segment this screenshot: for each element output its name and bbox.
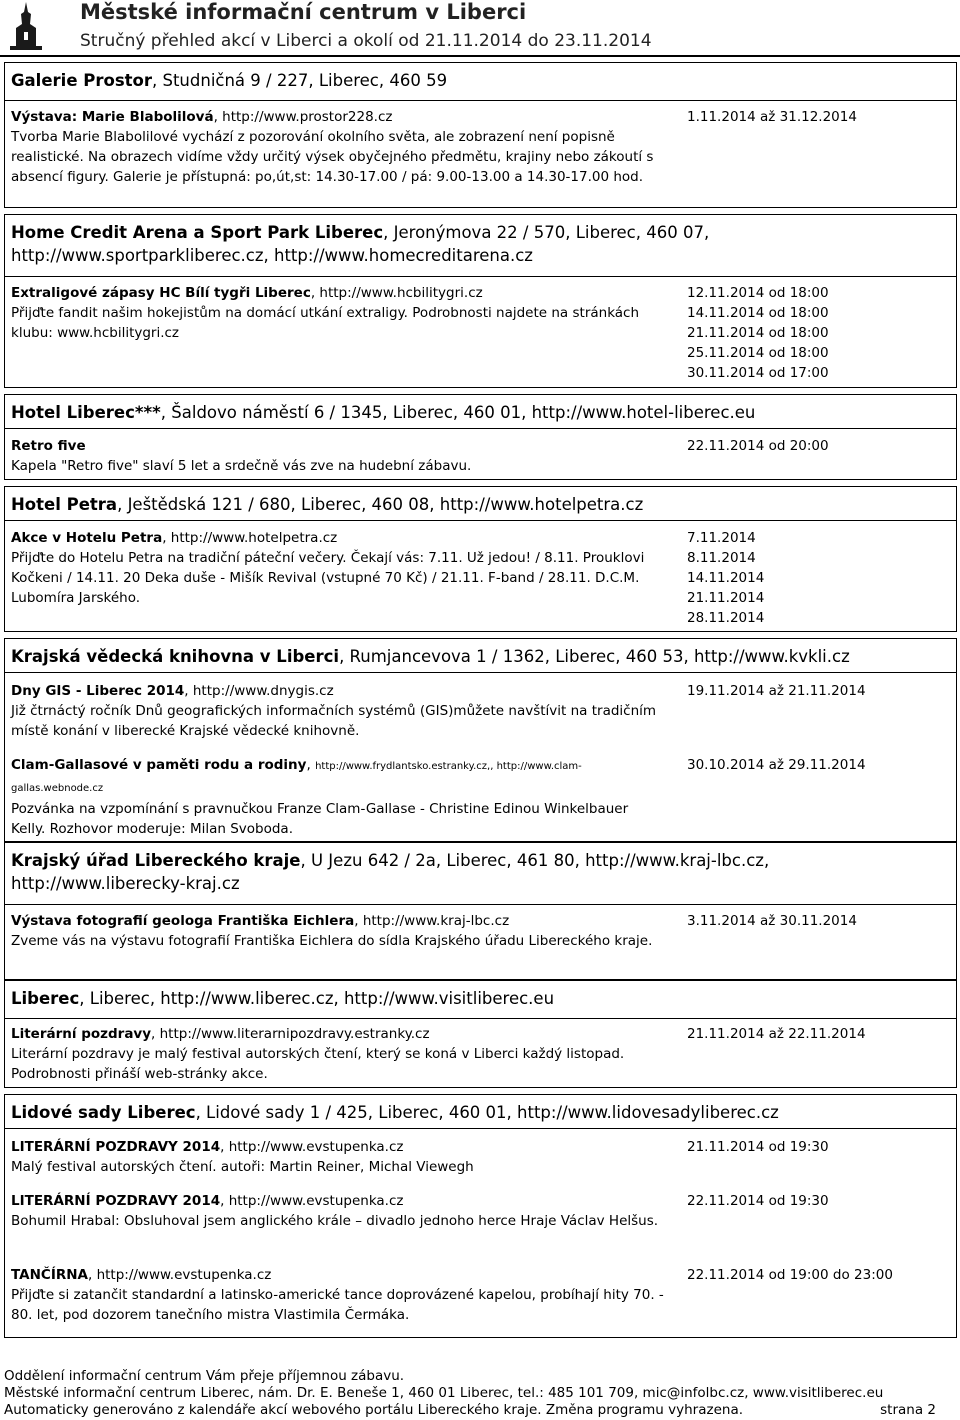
venue-name: Krajský úřad Libereckého kraje — [11, 851, 301, 870]
event — [11, 1024, 666, 1084]
event-description: Malý festival autorských čtení. autoři: Martin Reiner, Michal Viewegh — [11, 1159, 474, 1175]
page-number: strana 2 — [880, 1402, 936, 1418]
event-dates: 1.11.2014 až 31.12.2014 — [687, 109, 857, 125]
venue-events — [4, 428, 957, 480]
event-link[interactable]: , http://www.hcbilitygri.cz — [310, 285, 483, 301]
event-dates: 12.11.2014 od 18:00 14.11.2014 od 18:00 21.11.2014 od 18:00 25.11.2014 od 18:00 30.11.2014 od 17:00 — [687, 285, 829, 381]
venue-name: Hotel Liberec*** — [11, 403, 161, 422]
venue-header — [4, 394, 957, 428]
event-title: Extraligové zápasy HC Bílí tygři Liberec — [11, 285, 311, 301]
event-link[interactable]: , http://www.dnygis.cz — [184, 683, 334, 699]
venue-events — [4, 1128, 957, 1338]
page-title: Městské informační centrum v Liberci — [80, 0, 527, 24]
event-link[interactable]: , http://www.literarnipozdravy.estranky.cz — [151, 1026, 430, 1042]
event-title: Výstava fotografií geologa Františka Eichlera — [11, 913, 355, 929]
venue-header — [4, 842, 957, 904]
venue-events — [4, 672, 957, 842]
event — [11, 755, 666, 839]
event — [11, 1265, 666, 1325]
event-link[interactable]: , http://www.evstupenka.cz — [220, 1193, 404, 1209]
event-description: Přijďte si zatančit standardní a latinsko-americké tance doprovázené kapelou, probíhají hity 70. - 80. let, pod dozorem tanečního mistra Vlastimila Čermáka. — [11, 1287, 664, 1323]
event-description: Kapela "Retro five" slaví 5 let a srdečně vás zve na hudební zábavu. — [11, 458, 472, 474]
event — [11, 107, 666, 187]
venue-address: , Jeronýmova 22 / 570, Liberec, 460 07, http://www.sportparkliberec.cz, http://www.homecreditarena.cz — [11, 223, 710, 265]
venue-name: Lidové sady Liberec — [11, 1103, 196, 1122]
event-description: Bohumil Hrabal: Obsluhoval jsem anglického krále – divadlo jednoho herce Hraje Václav Helšus. — [11, 1213, 659, 1229]
venue-events — [4, 1018, 957, 1088]
event-dates: 22.11.2014 od 19:00 do 23:00 — [687, 1267, 893, 1283]
event-dates: 19.11.2014 až 21.11.2014 — [687, 683, 866, 699]
venue-events — [4, 100, 957, 208]
event-title: Dny GIS - Liberec 2014 — [11, 683, 185, 699]
venue-header — [4, 486, 957, 520]
venue-address: , Rumjancevova 1 / 1362, Liberec, 460 53, http://www.kvkli.cz — [339, 647, 850, 666]
event-dates: 22.11.2014 od 19:30 — [687, 1193, 829, 1209]
event-dates: 21.11.2014 od 19:30 — [687, 1139, 829, 1155]
venue-address: , Šaldovo náměstí 6 / 1345, Liberec, 460 01, http://www.hotel-liberec.eu — [160, 403, 756, 422]
venue-address: , U Jezu 642 / 2a, Liberec, 461 80, http://www.kraj-lbc.cz, http://www.liberecky-kraj.cz — [11, 851, 770, 893]
event-link[interactable]: , http://www.hotelpetra.cz — [162, 530, 338, 546]
header-divider — [0, 55, 960, 57]
event-title: Literární pozdravy — [11, 1026, 152, 1042]
event-link[interactable]: , http://www.evstupenka.cz — [87, 1267, 272, 1283]
venue-name: Galerie Prostor — [11, 71, 152, 90]
venue-header — [4, 214, 957, 276]
event — [11, 911, 666, 951]
venue-address: , Liberec, http://www.liberec.cz, http://www.visitliberec.eu — [79, 989, 555, 1008]
footer-note — [4, 1402, 954, 1418]
venue-address: , Ještědská 121 / 680, Liberec, 460 08, http://www.hotelpetra.cz — [117, 495, 644, 514]
event-link[interactable]: , http://www.prostor228.cz — [213, 109, 393, 125]
city-hall-logo — [6, 2, 46, 50]
venue-events — [4, 276, 957, 388]
event — [11, 436, 666, 476]
venue-events — [4, 520, 957, 632]
event — [11, 1137, 666, 1177]
event-title: Výstava: Marie Blabolilová — [11, 109, 214, 125]
event-dates: 21.11.2014 až 22.11.2014 — [687, 1026, 866, 1042]
event-description: Přijďte do Hotelu Petra na tradiční páteční večery. Čekají vás: 7.11. Už jedou! / 8.11. Prouklovi Kočkeni / 14.11. 20 Deka duše - Mišík Revival (vstupné 70 Kč) / 21.11. F-band / 28.11. D.C.M. Lubomíra Jarského. — [11, 550, 645, 606]
event-title: LITERÁRNÍ POZDRAVY 2014 — [11, 1139, 221, 1155]
venue-name: Home Credit Arena a Sport Park Liberec — [11, 223, 384, 242]
event-dates: 30.10.2014 až 29.11.2014 — [687, 757, 866, 773]
venue-address: , Lidové sady 1 / 425, Liberec, 460 01, http://www.lidovesadyliberec.cz — [195, 1103, 779, 1122]
venue-header — [4, 1094, 957, 1128]
event-link: , — [306, 757, 316, 773]
event — [11, 1191, 666, 1231]
venue-header — [4, 980, 957, 1018]
event-description: Tvorba Marie Blabolilové vychází z pozorování okolního světa, ale zobrazení není popisně realistické. Na obrazech vidíme vždy určitý výsek obyčejného předmětu, krajiny nebo zákoutí s absencí figury. Galerie je přístupná: po,út,st: 14.30-17.00 / pá: 9.00-13.00 a 14.30-17.00 hod. — [11, 129, 654, 185]
event-link[interactable]: , http://www.kraj-lbc.cz — [354, 913, 510, 929]
event-title: TANČÍRNA — [11, 1267, 88, 1283]
event-description: Již čtrnáctý ročník Dnů geografických informačních systémů (GIS)můžete navštívit na tradičním místě konání v liberecké Krajské vědecké knihovně. — [11, 703, 657, 739]
event-dates: 7.11.2014 8.11.2014 14.11.2014 21.11.2014 28.11.2014 — [687, 530, 765, 626]
event-description: Literární pozdravy je malý festival autorských čtení, který se koná v Liberci každý listopad. Podrobnosti přináší web-stránky akce. — [11, 1046, 625, 1082]
event — [11, 528, 666, 608]
event-dates: 3.11.2014 až 30.11.2014 — [687, 913, 857, 929]
event-dates: 22.11.2014 od 20:00 — [687, 438, 829, 454]
event-title: Retro five — [11, 438, 86, 454]
venue-name: Krajská vědecká knihovna v Liberci — [11, 647, 340, 666]
event-description: Pozvánka na vzpomínání s pravnučkou Franze Clam-Gallase - Christine Edinou Winkelbauer Kelly. Rozhovor moderuje: Milan Svoboda. — [11, 801, 629, 837]
footer-contact: Městské informační centrum Liberec, nám. Dr. E. Beneše 1, 460 01 Liberec, tel.: 485 101 709, mic@infolbc.cz, www.visitliberec.eu — [4, 1385, 884, 1401]
venue-name: Hotel Petra — [11, 495, 118, 514]
event-title: Clam-Gallasové v paměti rodu a rodiny — [11, 757, 307, 773]
event-description: Zveme vás na výstavu fotografií Františka Eichlera do sídla Krajského úřadu Libereckého kraje. — [11, 933, 653, 949]
footer-greeting: Oddělení informační centrum Vám přeje příjemnou zábavu. — [4, 1368, 405, 1384]
event-link[interactable]: , http://www.evstupenka.cz — [220, 1139, 404, 1155]
event-description: Přijďte fandit našim hokejistům na domácí utkání extraligy. Podrobnosti najdete na stránkách klubu: www.hcbilitygri.cz — [11, 305, 640, 341]
footer-disclaimer: Automaticky generováno z kalendáře akcí webového portálu Libereckého kraje. Změna programu vyhrazena. — [4, 1402, 744, 1418]
event-link[interactable]: http://www.frydlantsko.estranky.cz,, http://www.clam-gallas.webnode.cz — [11, 761, 582, 794]
venue-events — [4, 904, 957, 980]
event — [11, 283, 666, 343]
venue-header — [4, 62, 957, 100]
venue-name: Liberec — [11, 989, 80, 1008]
event-title: LITERÁRNÍ POZDRAVY 2014 — [11, 1193, 221, 1209]
page-subtitle: Stručný přehled akcí v Liberci a okolí od 21.11.2014 do 23.11.2014 — [80, 31, 652, 51]
event-title: Akce v Hotelu Petra — [11, 530, 163, 546]
venue-address: , Studničná 9 / 227, Liberec, 460 59 — [152, 71, 448, 90]
event — [11, 681, 666, 741]
venue-header — [4, 638, 957, 672]
